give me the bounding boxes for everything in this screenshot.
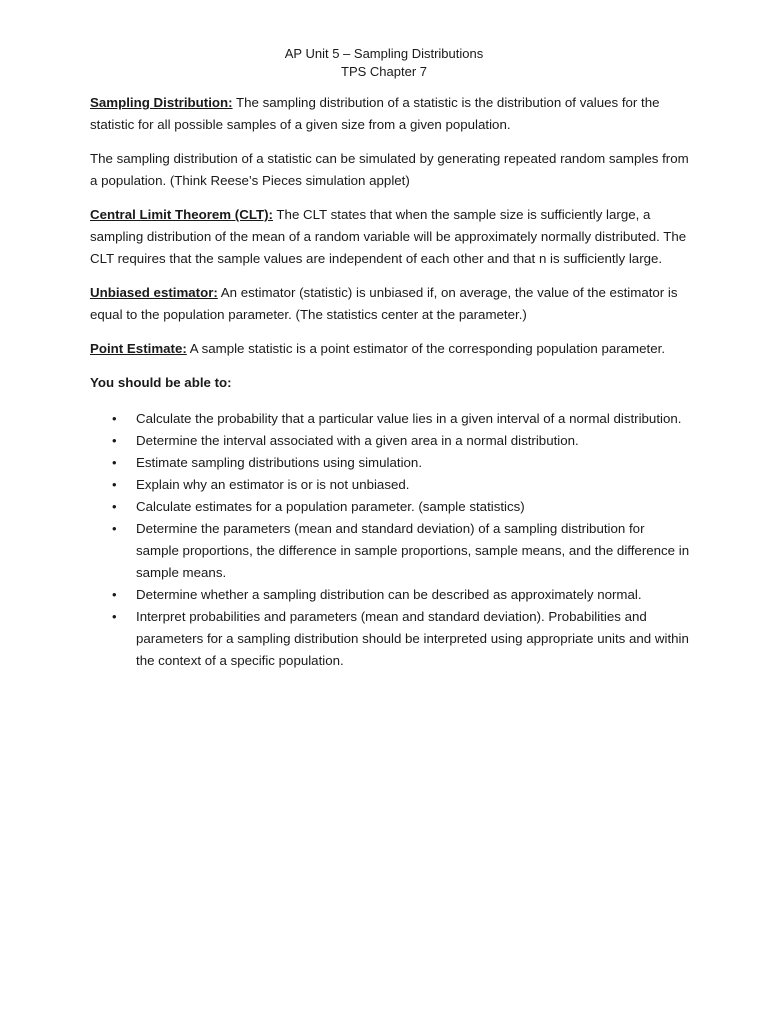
objectives-list: [90, 408, 690, 672]
list-item: [90, 584, 690, 606]
simulation-note: The sampling distribution of a statistic can be simulated by generating repeated random samples from a population. (Think Reese’s Pieces simulation applet): [90, 151, 689, 188]
list-item: [90, 474, 690, 496]
list-item-text: Explain why an estimator is or is not unbiased.: [136, 477, 410, 492]
list-item-text: Determine the parameters (mean and standard deviation) of a sampling distribution for sample proportions, the difference in sample proportions, sample means, and the difference in sample means.: [136, 521, 690, 580]
definition-text: An estimator (statistic) is unbiased if, on average, the value of the estimator is equal to the population parameter. (The statistics center at the parameter.): [90, 285, 678, 322]
document-title: AP Unit 5 – Sampling Distributions: [284, 46, 484, 61]
unbiased-estimator-definition: [90, 282, 690, 326]
list-item-text: Interpret probabilities and parameters (mean and standard deviation). Probabilities and parameters for a sampling distribution should be interpreted using appropriate units and within the context of a specific population.: [136, 609, 689, 668]
bullet-icon: •: [112, 609, 117, 624]
bullet-icon: •: [112, 411, 117, 426]
list-item: [90, 452, 690, 474]
bullet-icon: •: [112, 433, 117, 448]
list-item: [90, 606, 690, 672]
bullet-icon: •: [112, 521, 117, 536]
list-item-text: Estimate sampling distributions using simulation.: [136, 455, 423, 470]
bullet-icon: •: [112, 499, 117, 514]
list-item-text: Determine the interval associated with a given area in a normal distribution.: [136, 433, 579, 448]
bullet-icon: •: [112, 455, 117, 470]
clt-definition: [90, 204, 690, 270]
definition-text: The sampling distribution of a statistic is the distribution of values for the statistic for all possible samples of a given size from a given population.: [90, 95, 660, 132]
definition-term: Point Estimate:: [90, 341, 187, 356]
list-item-text: Determine whether a sampling distribution can be described as approximately normal.: [136, 587, 642, 602]
bullet-icon: •: [112, 477, 117, 492]
document-body: [90, 92, 690, 672]
definition-text: A sample statistic is a point estimator of the corresponding population parameter.: [186, 341, 666, 356]
objectives-heading: You should be able to:: [90, 375, 232, 390]
bullet-icon: •: [112, 587, 117, 602]
list-item: [90, 518, 690, 584]
definition-term: Unbiased estimator:: [90, 285, 218, 300]
list-item-text: Calculate estimates for a population parameter. (sample statistics): [136, 499, 525, 514]
list-item: [90, 430, 690, 452]
definition-term: Central Limit Theorem (CLT):: [90, 207, 273, 222]
document-header: [0, 45, 768, 81]
point-estimate-definition: [90, 338, 690, 360]
definition-term: Sampling Distribution:: [90, 95, 233, 110]
sampling-distribution-definition: [90, 92, 690, 136]
list-item-text: Calculate the probability that a particular value lies in a given interval of a normal distribution.: [136, 411, 682, 426]
document-subtitle: TPS Chapter 7: [341, 64, 427, 79]
list-item: [90, 408, 690, 430]
definition-text: The CLT states that when the sample size is sufficiently large, a sampling distribution of the mean of a random variable will be approximately normally distributed. The CLT requires that the sample values are independent of each other and that n is sufficiently large.: [90, 207, 687, 266]
list-item: [90, 496, 690, 518]
